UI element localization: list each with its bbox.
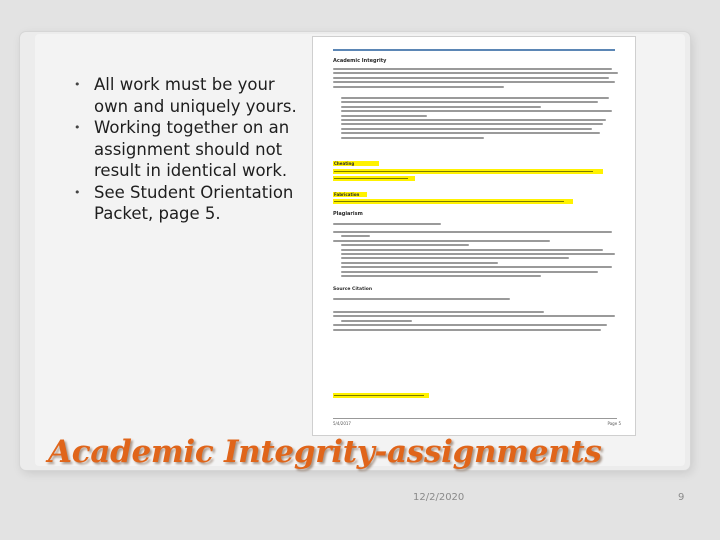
bullet-item (48, 117, 298, 182)
document-footer-rule (333, 418, 617, 419)
document-section-plagiarism: Plagiarism (333, 211, 363, 217)
document-highlight (333, 393, 429, 398)
document-footer-date: 5/4/2017 (333, 421, 351, 426)
bullet-item (48, 74, 298, 117)
document-section-fabrication: Fabrication (333, 192, 367, 197)
bullet-text: All work must be your own and uniquely yours. (94, 75, 297, 116)
bullet-list (48, 74, 298, 225)
document-paragraph (333, 68, 618, 90)
document-footer-page: Page 5 (607, 421, 621, 426)
document-highlight (333, 176, 415, 181)
bullet-dot: • (74, 121, 81, 134)
document-section-cheating: Cheating (333, 161, 379, 166)
bullet-text: See Student Orientation Packet, page 5. (94, 182, 294, 223)
slide-date: 12/2/2020 (413, 492, 465, 503)
document-header-rule (333, 49, 615, 51)
document-section-source-citation: Source Citation (333, 287, 373, 292)
document-heading: Academic Integrity (333, 58, 387, 64)
bullet-dot: • (74, 78, 81, 91)
document-highlight (333, 199, 573, 204)
bullet-item (48, 182, 298, 225)
document-paragraph (333, 223, 618, 227)
document-numbered-list (333, 231, 618, 279)
document-image (312, 36, 636, 436)
bullet-dot: • (74, 185, 81, 199)
slide-title: Academic Integrity-assignments (48, 434, 602, 470)
slide-page-number: 9 (678, 492, 685, 503)
document-paragraph (333, 298, 618, 302)
document-numbered-list (333, 311, 618, 333)
bullet-text: Working together on an assignment should not result in identical work. (94, 118, 290, 180)
document-highlight (333, 169, 603, 174)
document-bullet-list (333, 97, 618, 141)
